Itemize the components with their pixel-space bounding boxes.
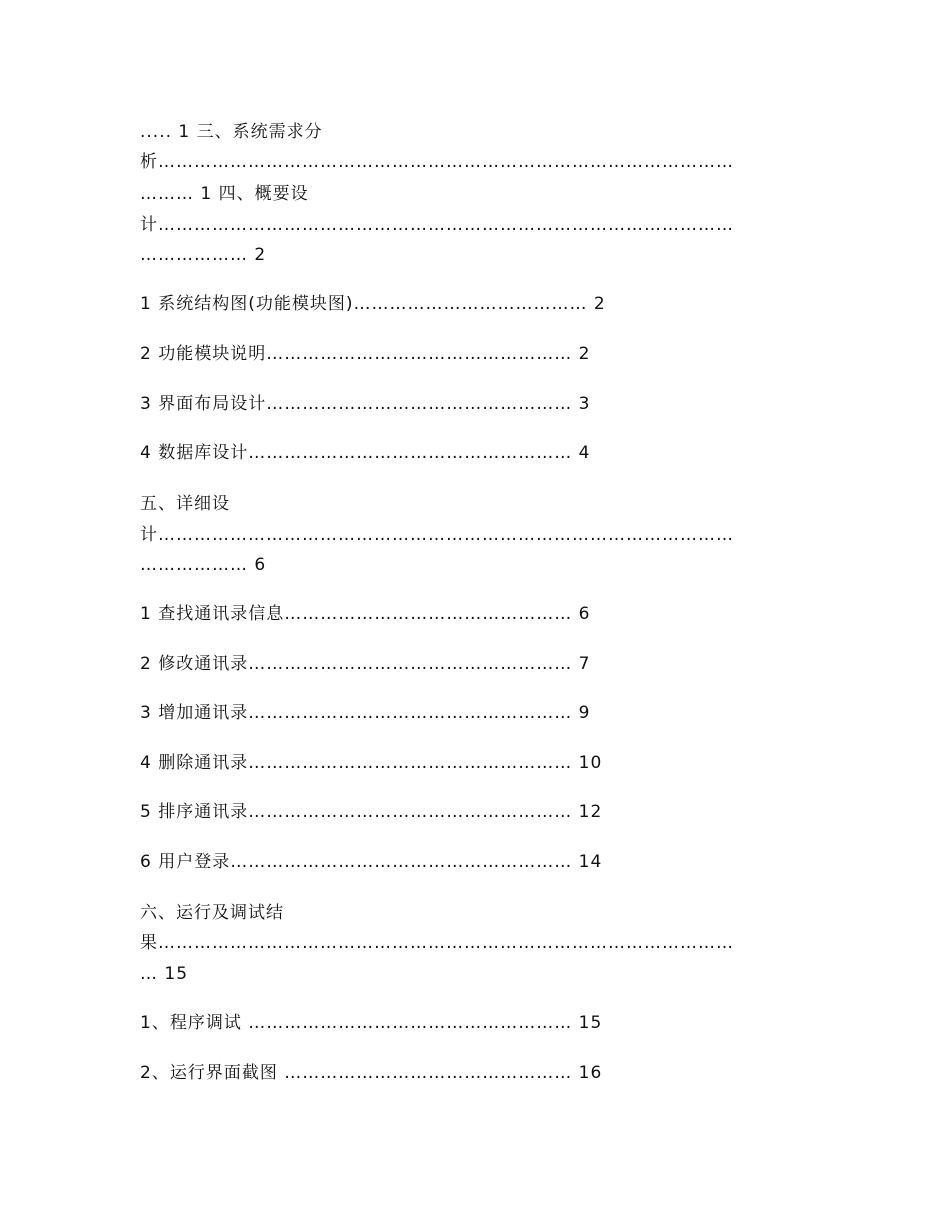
toc-line: 计……………………………………………………………………………………	[140, 215, 734, 235]
toc-entry-module-description: 2 功能模块说明…………………………………………… 2	[140, 344, 591, 364]
toc-line: ……………… 6	[140, 555, 267, 575]
toc-entry-delete: 4 删除通讯录……………………………………………… 10	[140, 753, 603, 773]
toc-entry-add: 3 增加通讯录……………………………………………… 9	[140, 703, 591, 723]
toc-line: … 15	[140, 964, 189, 984]
toc-line: 计……………………………………………………………………………………	[140, 525, 734, 545]
toc-entry-system-structure: 1 系统结构图(功能模块图)………………………………… 2	[140, 294, 606, 314]
toc-line: ……… 1 四、概要设	[140, 184, 309, 204]
toc-entry-sort: 5 排序通讯录……………………………………………… 12	[140, 802, 603, 822]
toc-entry-screenshots: 2、运行界面截图 ………………………………………… 16	[140, 1063, 603, 1083]
toc-entry-database-design: 4 数据库设计……………………………………………… 4	[140, 443, 591, 463]
toc-section-heading: 五、详细设	[140, 494, 230, 514]
toc-line: 果……………………………………………………………………………………	[140, 933, 734, 953]
toc-line: ……………… 2	[140, 245, 267, 265]
toc-entry-modify: 2 修改通讯录……………………………………………… 7	[140, 654, 591, 674]
toc-entry-login: 6 用户登录………………………………………………… 14	[140, 852, 603, 872]
toc-entry-search: 1 查找通讯录信息………………………………………… 6	[140, 604, 591, 624]
toc-section-heading: 六、运行及调试结	[140, 903, 284, 923]
toc-entry-debugging: 1、程序调试 ……………………………………………… 15	[140, 1013, 603, 1033]
toc-line: ..... 1 三、系统需求分	[140, 122, 323, 142]
toc-line: 析……………………………………………………………………………………	[140, 152, 734, 172]
toc-entry-layout-design: 3 界面布局设计…………………………………………… 3	[140, 394, 591, 414]
